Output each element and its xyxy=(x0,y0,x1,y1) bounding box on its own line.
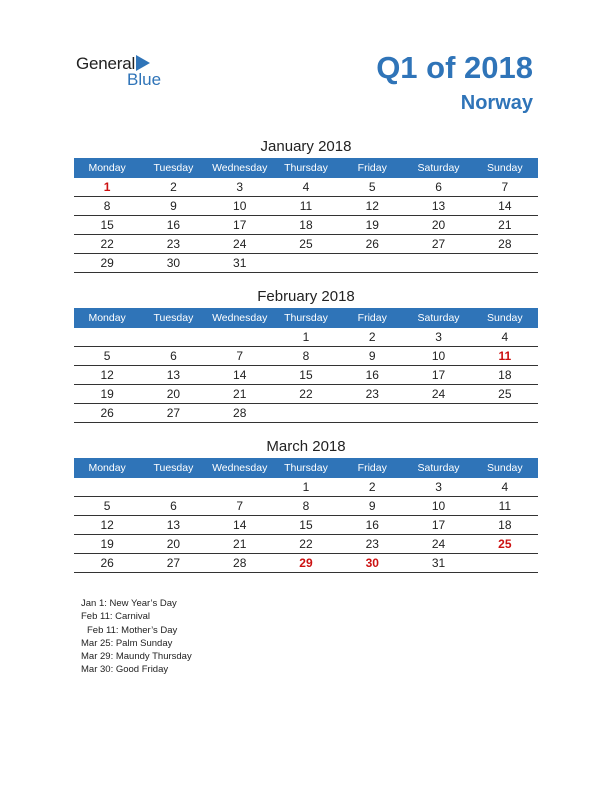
day-cell: 13 xyxy=(166,368,181,382)
day-cell: 26 xyxy=(365,237,379,251)
day-cell xyxy=(339,254,405,272)
day-cell xyxy=(273,254,339,272)
month-january xyxy=(74,136,538,273)
day-cell: 26 xyxy=(100,406,114,420)
day-cell xyxy=(207,328,273,346)
day-cell: 12 xyxy=(100,368,114,382)
day-cell: 22 xyxy=(299,387,313,401)
day-cell: 16 xyxy=(365,368,379,382)
day-cell: 2 xyxy=(368,330,376,344)
day-cell: 6 xyxy=(170,499,177,513)
week-row xyxy=(74,478,538,497)
day-cell: 11 xyxy=(498,349,512,363)
week-row xyxy=(74,178,538,197)
weekday-header: Thursday xyxy=(284,462,328,474)
logo-triangle-icon xyxy=(136,55,150,71)
country-name: Norway xyxy=(460,92,533,114)
day-cell: 21 xyxy=(233,537,247,551)
day-cell: 5 xyxy=(103,499,111,513)
day-cell: 17 xyxy=(233,218,247,232)
day-cell: 11 xyxy=(498,499,512,513)
day-cell: 23 xyxy=(166,237,181,251)
day-cell: 2 xyxy=(170,180,177,194)
weekday-header: Tuesday xyxy=(153,312,194,324)
day-cell: 28 xyxy=(233,406,247,420)
day-cell: 5 xyxy=(103,349,111,363)
day-cell: 7 xyxy=(236,499,244,513)
day-cell: 21 xyxy=(498,218,512,232)
day-cell xyxy=(273,404,339,422)
weekday-header: Monday xyxy=(88,162,126,174)
day-cell: 12 xyxy=(100,518,114,532)
week-row xyxy=(74,535,538,554)
day-cell: 27 xyxy=(166,556,181,570)
day-cell: 7 xyxy=(501,180,509,194)
weekday-header: Sunday xyxy=(487,312,523,324)
day-cell: 8 xyxy=(302,499,310,513)
day-cell: 20 xyxy=(166,387,181,401)
day-cell xyxy=(472,554,538,572)
holiday-list xyxy=(81,597,192,677)
day-cell: 17 xyxy=(431,368,446,382)
day-cell: 29 xyxy=(100,256,114,270)
week-row xyxy=(74,516,538,535)
day-cell: 3 xyxy=(236,180,244,194)
week-row xyxy=(74,328,538,347)
weekday-header: Friday xyxy=(357,312,387,324)
day-cell: 25 xyxy=(498,537,512,551)
day-cell: 9 xyxy=(368,499,376,513)
day-cell: 24 xyxy=(233,237,247,251)
holiday-item: Mar 29: Maundy Thursday xyxy=(81,651,192,663)
week-row xyxy=(74,216,538,235)
week-row xyxy=(74,385,538,404)
day-cell: 4 xyxy=(501,330,509,344)
day-cell: 25 xyxy=(299,237,313,251)
day-cell: 4 xyxy=(501,480,509,494)
week-row xyxy=(74,347,538,366)
weekday-header: Saturday xyxy=(417,462,460,474)
weekday-header: Friday xyxy=(357,162,387,174)
day-cell: 3 xyxy=(435,480,442,494)
week-row xyxy=(74,497,538,516)
weekday-header: Friday xyxy=(357,462,387,474)
day-cell xyxy=(207,478,273,496)
day-cell: 15 xyxy=(299,518,313,532)
day-cell: 2 xyxy=(368,480,376,494)
day-cell: 18 xyxy=(498,518,512,532)
day-cell: 7 xyxy=(236,349,244,363)
weekday-header: Thursday xyxy=(284,162,328,174)
day-cell: 20 xyxy=(166,537,181,551)
day-cell: 28 xyxy=(233,556,247,570)
weekday-header: Monday xyxy=(88,462,126,474)
day-cell: 25 xyxy=(498,387,512,401)
day-cell: 29 xyxy=(299,556,313,570)
day-cell: 31 xyxy=(431,556,446,570)
day-cell xyxy=(140,478,206,496)
weekday-header: Tuesday xyxy=(153,462,194,474)
day-cell xyxy=(405,404,471,422)
day-cell: 19 xyxy=(365,218,379,232)
weekday-header: Sunday xyxy=(487,162,523,174)
brand-logo xyxy=(76,52,186,88)
day-cell: 9 xyxy=(170,199,177,213)
day-cell: 28 xyxy=(498,237,512,251)
day-cell: 4 xyxy=(302,180,310,194)
day-cell: 16 xyxy=(365,518,379,532)
day-cell: 22 xyxy=(299,537,313,551)
weekday-header-row xyxy=(74,458,538,478)
day-cell: 24 xyxy=(431,387,446,401)
day-cell: 12 xyxy=(365,199,379,213)
month-title: March 2018 xyxy=(266,438,346,455)
day-cell: 3 xyxy=(435,330,442,344)
day-cell: 15 xyxy=(299,368,313,382)
day-cell: 19 xyxy=(100,387,114,401)
weekday-header: Wednesday xyxy=(212,312,268,324)
day-cell xyxy=(472,404,538,422)
day-cell: 10 xyxy=(233,199,247,213)
day-cell: 14 xyxy=(498,199,512,213)
weekday-header-row xyxy=(74,308,538,328)
day-cell xyxy=(140,328,206,346)
holiday-item: Feb 11: Carnival xyxy=(81,611,150,623)
day-cell: 27 xyxy=(431,237,446,251)
day-cell: 15 xyxy=(100,218,114,232)
month-february xyxy=(74,286,538,423)
day-cell: 31 xyxy=(233,256,247,270)
day-cell xyxy=(339,404,405,422)
day-cell: 18 xyxy=(498,368,512,382)
day-cell: 8 xyxy=(103,199,111,213)
holiday-item: Feb 11: Mother’s Day xyxy=(87,624,178,636)
day-cell: 6 xyxy=(170,349,177,363)
day-cell: 24 xyxy=(431,537,446,551)
week-row xyxy=(74,197,538,216)
day-cell: 16 xyxy=(166,218,181,232)
weekday-header: Tuesday xyxy=(153,162,194,174)
weekday-header: Wednesday xyxy=(212,462,268,474)
holiday-item: Jan 1: New Year’s Day xyxy=(81,598,177,609)
day-cell: 14 xyxy=(233,368,247,382)
day-cell xyxy=(74,478,140,496)
day-cell: 19 xyxy=(100,537,114,551)
day-cell: 23 xyxy=(365,387,379,401)
week-row xyxy=(74,404,538,423)
holiday-item: Mar 30: Good Friday xyxy=(81,664,169,676)
day-cell: 1 xyxy=(302,330,310,344)
brand-name-general: General xyxy=(76,54,136,73)
day-cell: 8 xyxy=(302,349,310,363)
day-cell xyxy=(472,254,538,272)
day-cell: 14 xyxy=(233,518,247,532)
day-cell: 27 xyxy=(166,406,181,420)
month-title: February 2018 xyxy=(257,288,355,305)
week-row xyxy=(74,366,538,385)
day-cell: 23 xyxy=(365,537,379,551)
week-row xyxy=(74,235,538,254)
day-cell: 17 xyxy=(431,518,446,532)
day-cell: 18 xyxy=(299,218,313,232)
day-cell: 22 xyxy=(100,237,114,251)
day-cell: 1 xyxy=(302,480,310,494)
weekday-header: Monday xyxy=(88,312,126,324)
day-cell: 13 xyxy=(166,518,181,532)
day-cell: 6 xyxy=(435,180,442,194)
holiday-item: Mar 25: Palm Sunday xyxy=(81,637,173,649)
weekday-header: Wednesday xyxy=(212,162,268,174)
day-cell: 9 xyxy=(368,349,376,363)
month-march xyxy=(74,436,538,573)
brand-name-blue: Blue xyxy=(127,70,162,89)
week-row xyxy=(74,554,538,573)
quarter-title: Q1 of 2018 xyxy=(376,50,533,85)
day-cell: 21 xyxy=(233,387,247,401)
day-cell: 13 xyxy=(431,199,446,213)
day-cell: 10 xyxy=(431,499,446,513)
month-title: January 2018 xyxy=(260,138,352,155)
day-cell: 1 xyxy=(103,180,111,194)
day-cell xyxy=(405,254,471,272)
day-cell: 20 xyxy=(431,218,446,232)
weekday-header: Sunday xyxy=(487,462,523,474)
day-cell: 26 xyxy=(100,556,114,570)
weekday-header: Saturday xyxy=(417,312,460,324)
day-cell: 11 xyxy=(299,199,313,213)
week-row xyxy=(74,254,538,273)
weekday-header-row xyxy=(74,158,538,178)
day-cell: 30 xyxy=(365,556,379,570)
day-cell: 30 xyxy=(166,256,181,270)
weekday-header: Saturday xyxy=(417,162,460,174)
weekday-header: Thursday xyxy=(284,312,328,324)
day-cell xyxy=(74,328,140,346)
day-cell: 5 xyxy=(368,180,376,194)
day-cell: 10 xyxy=(431,349,446,363)
